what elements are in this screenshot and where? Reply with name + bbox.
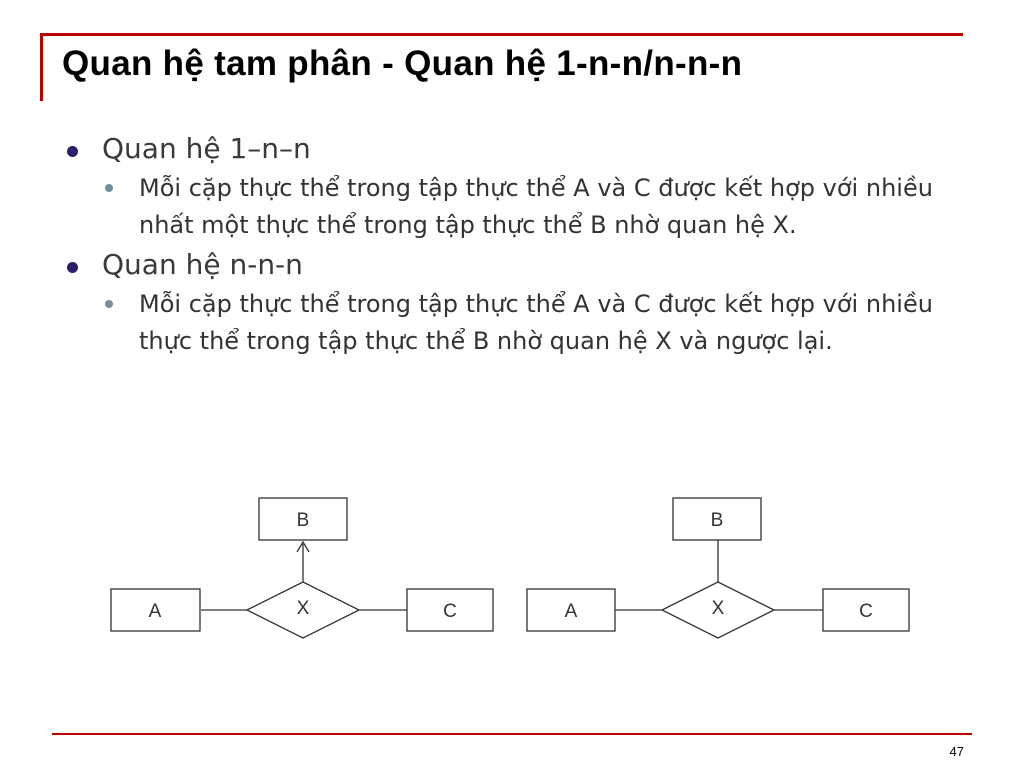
entity-a-label: A xyxy=(148,601,162,622)
entity-b-label: B xyxy=(710,510,724,531)
er-diagram-1-n-n xyxy=(111,498,493,638)
slide-title: Quan hệ tam phân - Quan hệ 1-n-n/n-n-n xyxy=(62,44,743,83)
footer-rule xyxy=(52,733,972,735)
relationship-x-label: X xyxy=(296,598,310,619)
sub-bullet-text: Mỗi cặp thực thể trong tập thực thể A và C được kết hợp với nhiều nhất một thực thể trong tập thực thể B nhờ quan hệ X. xyxy=(139,174,933,239)
entity-b-label: B xyxy=(296,510,310,531)
relationship-x-label: X xyxy=(711,598,725,619)
entity-a-label: A xyxy=(564,601,578,622)
bullet-text: Quan hệ 1–n–n xyxy=(102,132,311,165)
sub-bullet-text: Mỗi cặp thực thể trong tập thực thể A và C được kết hợp với nhiều thực thể trong tập thực thể B nhờ quan hệ X và ngược lại. xyxy=(139,290,933,355)
entity-c-label: C xyxy=(859,601,873,622)
er-diagram-n-n-n xyxy=(527,498,909,638)
entity-c-label: C xyxy=(443,601,457,622)
page-number: 47 xyxy=(949,744,964,759)
bullet-text: Quan hệ n-n-n xyxy=(102,248,303,281)
